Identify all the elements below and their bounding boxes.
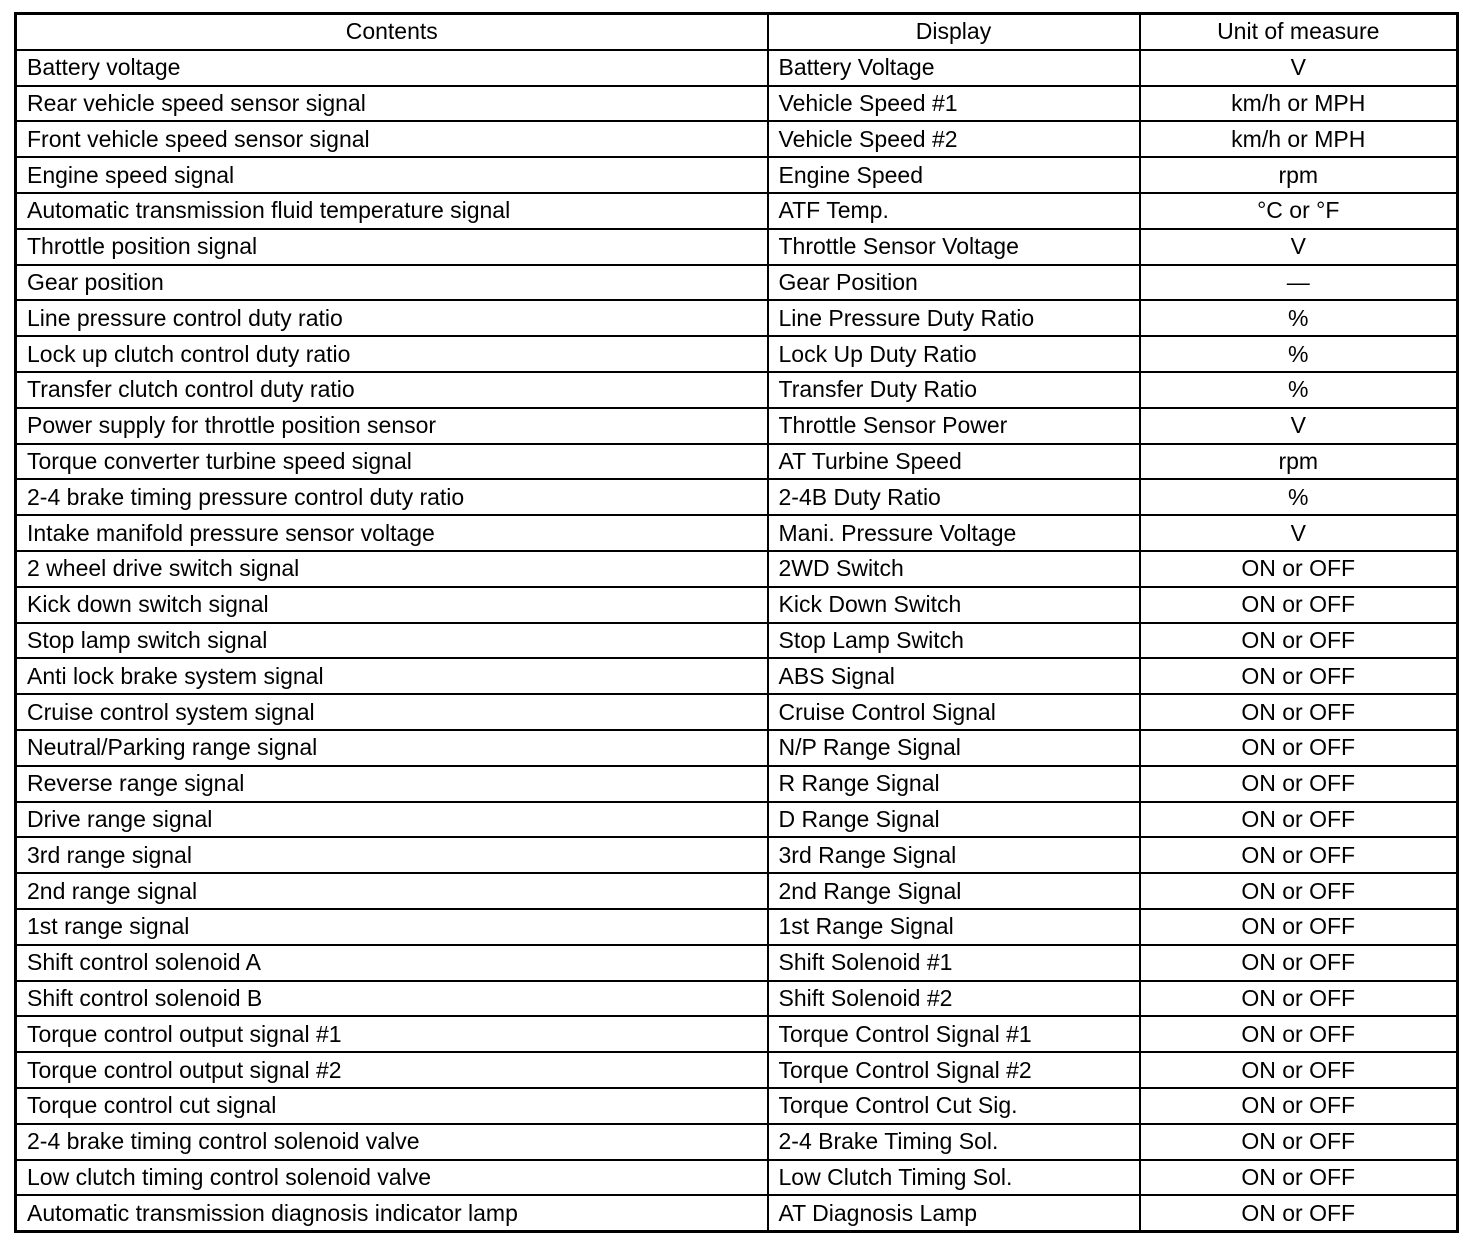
cell-contents: Front vehicle speed sensor signal: [16, 121, 768, 157]
table-row: [16, 265, 1458, 301]
cell-contents: Lock up clutch control duty ratio: [16, 336, 768, 372]
cell-display: Torque Control Cut Sig.: [768, 1088, 1140, 1124]
header-unit-of-measure: Unit of measure: [1140, 14, 1458, 50]
cell-display: Torque Control Signal #2: [768, 1052, 1140, 1088]
table-row: [16, 1052, 1458, 1088]
cell-unit: V: [1140, 515, 1458, 551]
cell-contents: Stop lamp switch signal: [16, 623, 768, 659]
cell-display: Lock Up Duty Ratio: [768, 336, 1140, 372]
cell-display: R Range Signal: [768, 766, 1140, 802]
header-display: Display: [768, 14, 1140, 50]
cell-unit: ON or OFF: [1140, 551, 1458, 587]
cell-contents: Low clutch timing control solenoid valve: [16, 1160, 768, 1196]
cell-contents: Battery voltage: [16, 50, 768, 86]
cell-unit: km/h or MPH: [1140, 121, 1458, 157]
cell-display: D Range Signal: [768, 802, 1140, 838]
cell-unit: ON or OFF: [1140, 587, 1458, 623]
table-row: [16, 981, 1458, 1017]
table-row: [16, 623, 1458, 659]
cell-unit: rpm: [1140, 444, 1458, 480]
cell-display: ABS Signal: [768, 658, 1140, 694]
cell-contents: Torque control output signal #2: [16, 1052, 768, 1088]
cell-display: Throttle Sensor Power: [768, 408, 1140, 444]
table-row: [16, 408, 1458, 444]
cell-unit: —: [1140, 265, 1458, 301]
table-row: [16, 945, 1458, 981]
cell-unit: ON or OFF: [1140, 623, 1458, 659]
table-row: [16, 121, 1458, 157]
cell-display: Cruise Control Signal: [768, 694, 1140, 730]
cell-display: 2nd Range Signal: [768, 873, 1140, 909]
cell-display: N/P Range Signal: [768, 730, 1140, 766]
cell-display: 2WD Switch: [768, 551, 1140, 587]
table-row: [16, 1124, 1458, 1160]
cell-contents: Torque control cut signal: [16, 1088, 768, 1124]
cell-unit: rpm: [1140, 157, 1458, 193]
cell-contents: 3rd range signal: [16, 837, 768, 873]
cell-contents: Gear position: [16, 265, 768, 301]
table-row: [16, 157, 1458, 193]
cell-display: Low Clutch Timing Sol.: [768, 1160, 1140, 1196]
cell-contents: Anti lock brake system signal: [16, 658, 768, 694]
table-row: [16, 730, 1458, 766]
cell-contents: 1st range signal: [16, 909, 768, 945]
cell-unit: ON or OFF: [1140, 909, 1458, 945]
cell-contents: Shift control solenoid B: [16, 981, 768, 1017]
cell-display: Gear Position: [768, 265, 1140, 301]
cell-display: Shift Solenoid #1: [768, 945, 1140, 981]
table-row: [16, 766, 1458, 802]
cell-display: Vehicle Speed #2: [768, 121, 1140, 157]
cell-display: 1st Range Signal: [768, 909, 1140, 945]
cell-contents: 2 wheel drive switch signal: [16, 551, 768, 587]
cell-display: Battery Voltage: [768, 50, 1140, 86]
header-contents: Contents: [16, 14, 768, 50]
cell-unit: ON or OFF: [1140, 694, 1458, 730]
data-table: [14, 12, 1459, 1233]
cell-display: Kick Down Switch: [768, 587, 1140, 623]
cell-unit: ON or OFF: [1140, 945, 1458, 981]
table-row: [16, 1195, 1458, 1231]
table-row: [16, 86, 1458, 122]
cell-contents: Throttle position signal: [16, 229, 768, 265]
cell-contents: Automatic transmission diagnosis indicator lamp: [16, 1195, 768, 1231]
cell-contents: Shift control solenoid A: [16, 945, 768, 981]
table-body: [16, 50, 1458, 1232]
table-row: [16, 1016, 1458, 1052]
cell-unit: V: [1140, 229, 1458, 265]
cell-unit: ON or OFF: [1140, 1016, 1458, 1052]
cell-unit: ON or OFF: [1140, 1195, 1458, 1231]
cell-contents: Kick down switch signal: [16, 587, 768, 623]
table-row: [16, 229, 1458, 265]
cell-unit: ON or OFF: [1140, 1160, 1458, 1196]
cell-display: Shift Solenoid #2: [768, 981, 1140, 1017]
cell-unit: ON or OFF: [1140, 1088, 1458, 1124]
cell-display: Throttle Sensor Voltage: [768, 229, 1140, 265]
header-row: [16, 14, 1458, 50]
cell-contents: Torque control output signal #1: [16, 1016, 768, 1052]
cell-unit: ON or OFF: [1140, 730, 1458, 766]
table-row: [16, 658, 1458, 694]
table-row: [16, 444, 1458, 480]
table-row: [16, 551, 1458, 587]
cell-contents: Rear vehicle speed sensor signal: [16, 86, 768, 122]
table-row: [16, 515, 1458, 551]
cell-unit: ON or OFF: [1140, 802, 1458, 838]
cell-contents: 2-4 brake timing pressure control duty ratio: [16, 479, 768, 515]
table-row: [16, 50, 1458, 86]
table-row: [16, 873, 1458, 909]
cell-display: Mani. Pressure Voltage: [768, 515, 1140, 551]
cell-unit: ON or OFF: [1140, 837, 1458, 873]
cell-contents: Transfer clutch control duty ratio: [16, 372, 768, 408]
table-row: [16, 837, 1458, 873]
cell-display: Transfer Duty Ratio: [768, 372, 1140, 408]
cell-contents: Power supply for throttle position sensor: [16, 408, 768, 444]
cell-contents: Engine speed signal: [16, 157, 768, 193]
table-row: [16, 694, 1458, 730]
cell-display: 2-4 Brake Timing Sol.: [768, 1124, 1140, 1160]
cell-display: Line Pressure Duty Ratio: [768, 300, 1140, 336]
table-row: [16, 1088, 1458, 1124]
cell-unit: km/h or MPH: [1140, 86, 1458, 122]
cell-display: Vehicle Speed #1: [768, 86, 1140, 122]
cell-contents: 2-4 brake timing control solenoid valve: [16, 1124, 768, 1160]
cell-unit: V: [1140, 50, 1458, 86]
cell-unit: %: [1140, 372, 1458, 408]
cell-contents: Drive range signal: [16, 802, 768, 838]
table-row: [16, 802, 1458, 838]
cell-unit: %: [1140, 300, 1458, 336]
cell-unit: ON or OFF: [1140, 658, 1458, 694]
table-row: [16, 1160, 1458, 1196]
cell-unit: ON or OFF: [1140, 1052, 1458, 1088]
cell-contents: 2nd range signal: [16, 873, 768, 909]
cell-display: 2-4B Duty Ratio: [768, 479, 1140, 515]
cell-display: 3rd Range Signal: [768, 837, 1140, 873]
cell-contents: Line pressure control duty ratio: [16, 300, 768, 336]
table-row: [16, 336, 1458, 372]
cell-contents: Intake manifold pressure sensor voltage: [16, 515, 768, 551]
cell-unit: ON or OFF: [1140, 981, 1458, 1017]
cell-contents: Torque converter turbine speed signal: [16, 444, 768, 480]
table-row: [16, 479, 1458, 515]
cell-display: AT Diagnosis Lamp: [768, 1195, 1140, 1231]
table-row: [16, 193, 1458, 229]
table-row: [16, 372, 1458, 408]
cell-unit: %: [1140, 336, 1458, 372]
cell-display: Torque Control Signal #1: [768, 1016, 1140, 1052]
cell-contents: Cruise control system signal: [16, 694, 768, 730]
cell-unit: °C or °F: [1140, 193, 1458, 229]
cell-unit: ON or OFF: [1140, 1124, 1458, 1160]
cell-display: ATF Temp.: [768, 193, 1140, 229]
cell-display: AT Turbine Speed: [768, 444, 1140, 480]
table-header: [16, 14, 1458, 50]
table-row: [16, 300, 1458, 336]
cell-unit: ON or OFF: [1140, 873, 1458, 909]
table-row: [16, 909, 1458, 945]
cell-unit: V: [1140, 408, 1458, 444]
table-row: [16, 587, 1458, 623]
cell-contents: Automatic transmission fluid temperature signal: [16, 193, 768, 229]
data-table-container: [14, 12, 1456, 1233]
cell-display: Stop Lamp Switch: [768, 623, 1140, 659]
cell-contents: Reverse range signal: [16, 766, 768, 802]
cell-unit: %: [1140, 479, 1458, 515]
cell-display: Engine Speed: [768, 157, 1140, 193]
cell-contents: Neutral/Parking range signal: [16, 730, 768, 766]
cell-unit: ON or OFF: [1140, 766, 1458, 802]
